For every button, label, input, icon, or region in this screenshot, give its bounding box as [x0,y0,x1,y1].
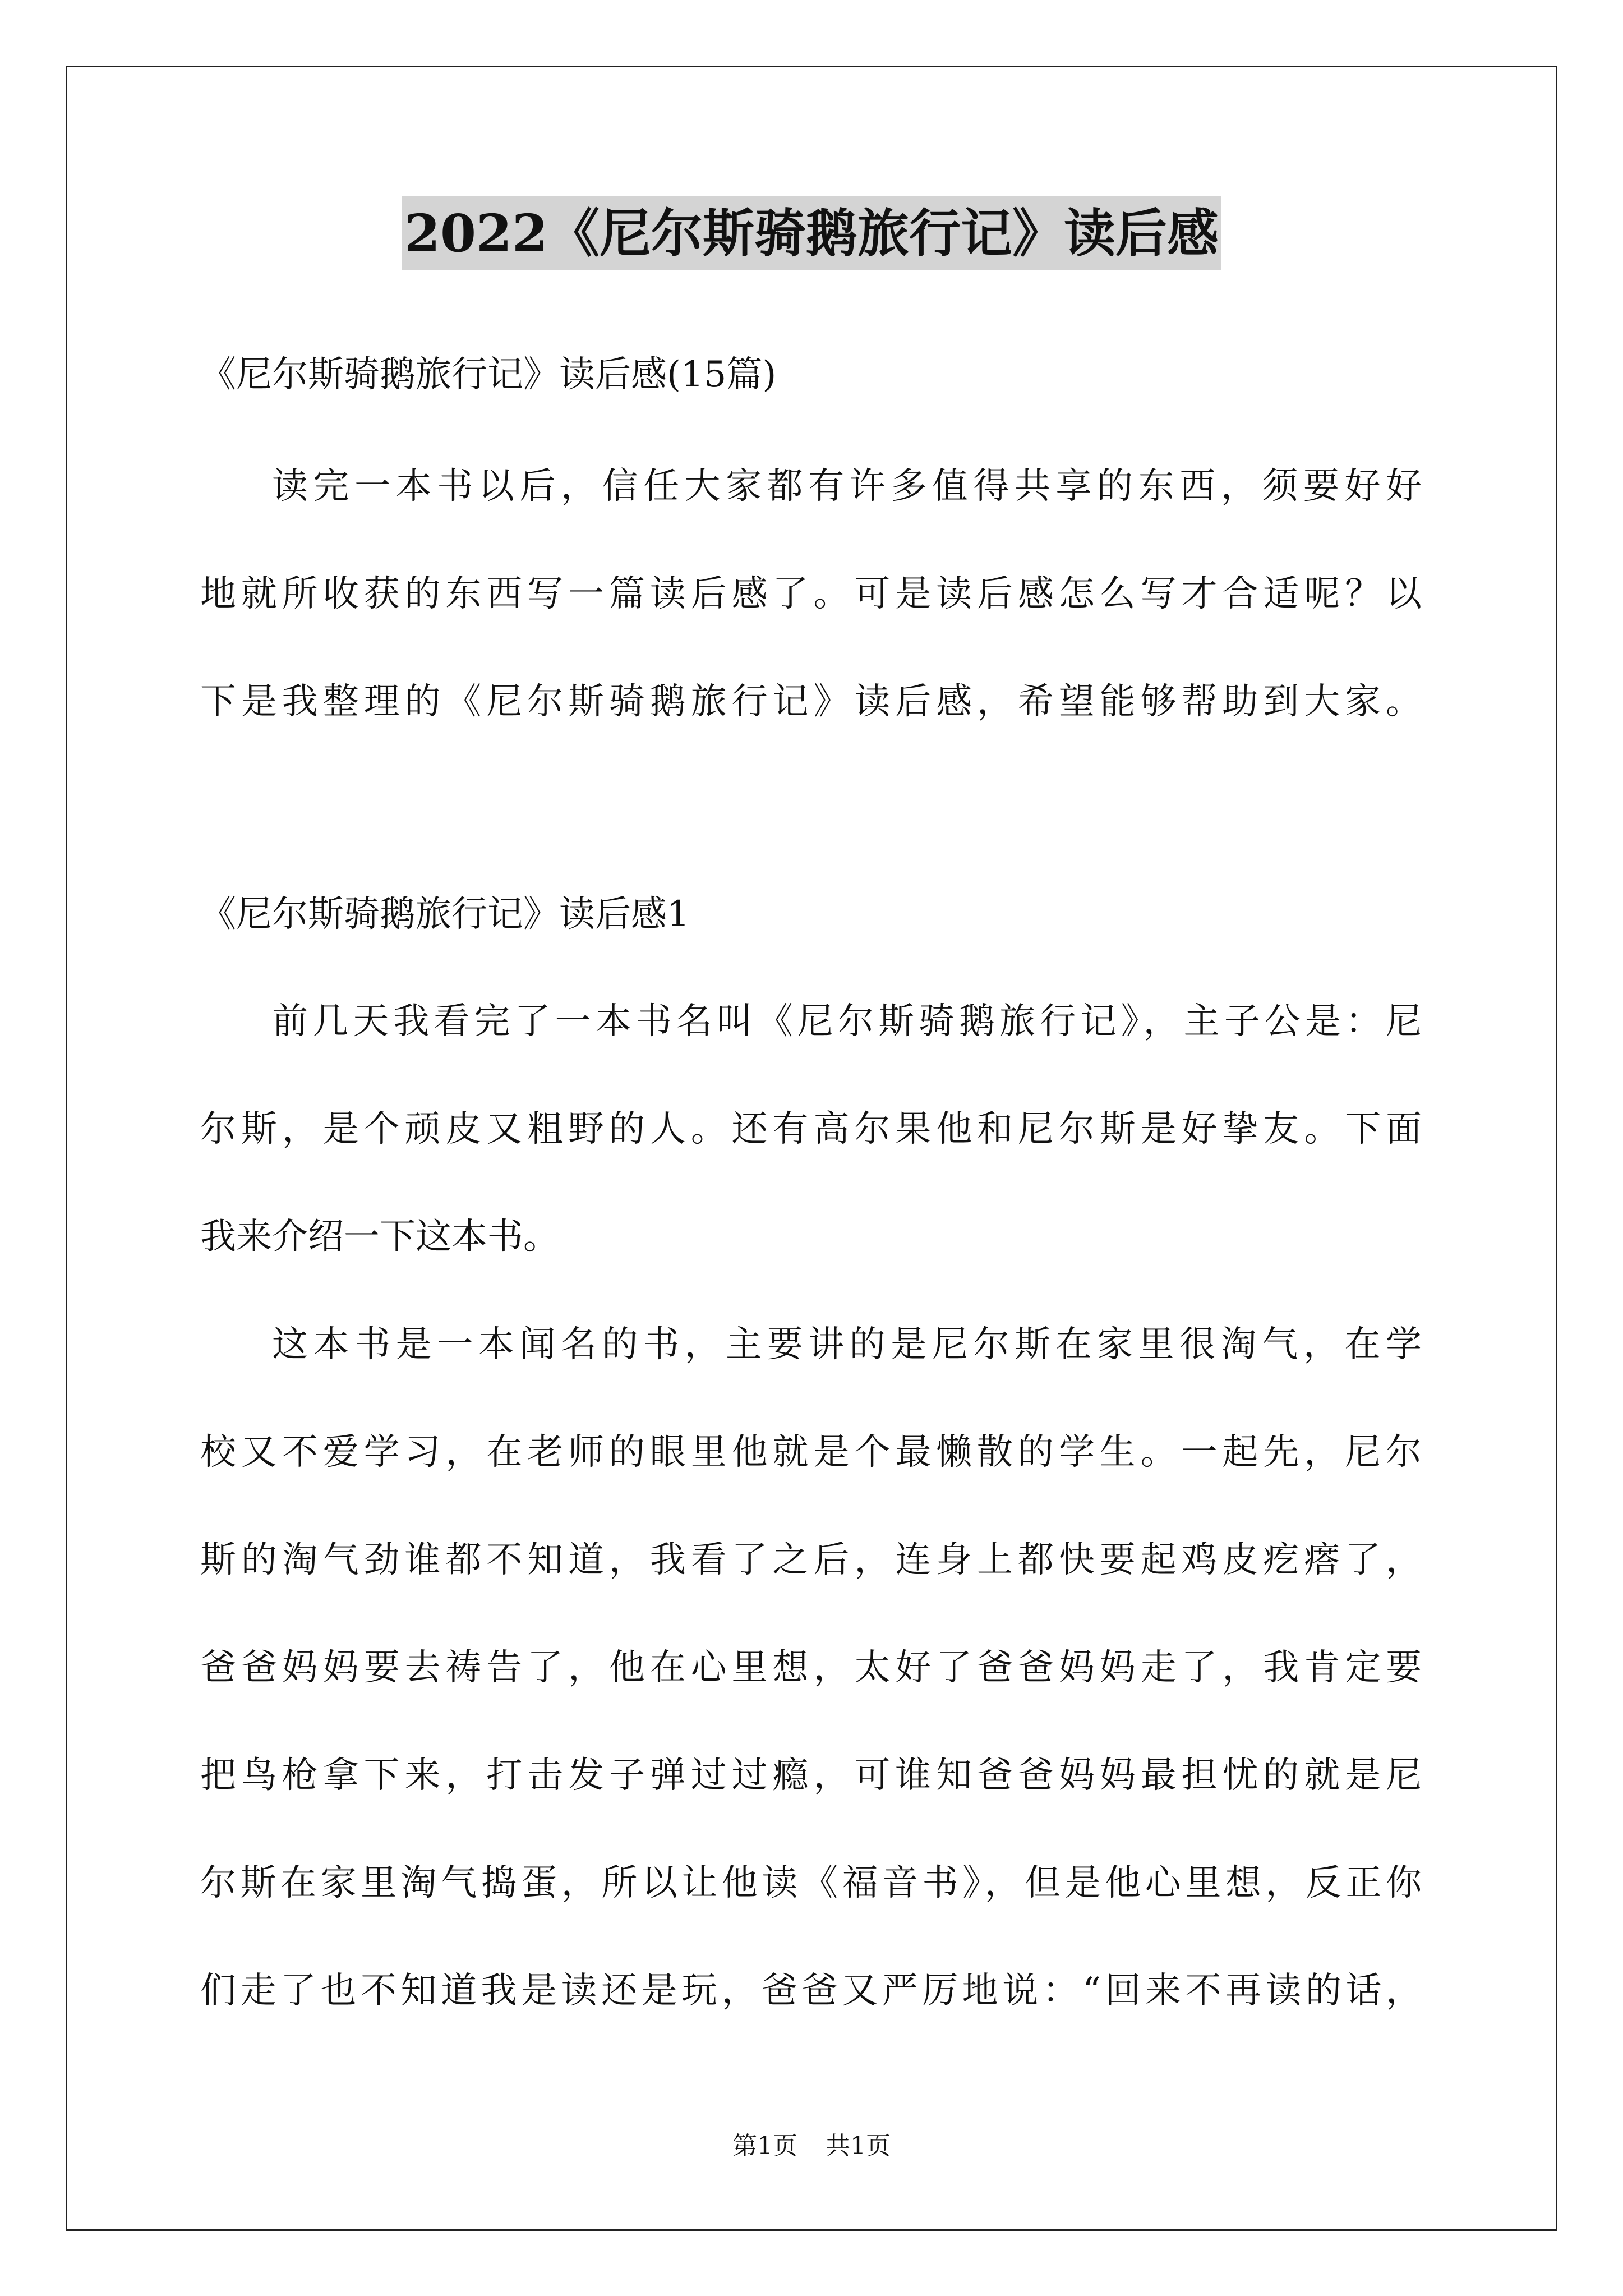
paragraph2-line-5: 把鸟枪拿下来，打击发子弹过过瘾，可谁知爸爸妈妈最担忧的就是尼 [200,1755,1422,1796]
section-heading: 《尼尔斯骑鹅旅行记》读后感1 [200,894,690,935]
paragraph2-line-3: 斯的淘气劲谁都不知道，我看了之后，连身上都快要起鸡皮疙瘩了， [200,1539,1422,1581]
paragraph2-line-1: 这本书是一本闻名的书，主要讲的是尼尔斯在家里很淘气，在学 [272,1324,1422,1365]
paragraph2-line-7: 们走了也不知道我是读还是玩，爸爸又严厉地说：“回来不再读的话， [200,1970,1422,2012]
paragraph1-line-2: 尔斯，是个顽皮又粗野的人。还有高尔果他和尼尔斯是好挚友。下面 [200,1108,1422,1150]
page-number-current: 第1页 [732,2132,797,2160]
page-number-total: 共1页 [826,2132,891,2160]
page-title: 2022《尼尔斯骑鹅旅行记》读后感 [402,196,1221,270]
paragraph2-line-2: 校又不爱学习，在老师的眼里他就是个最懒散的学生。一起先，尼尔 [200,1432,1422,1473]
document-subtitle: 《尼尔斯骑鹅旅行记》读后感(15篇) [200,354,777,395]
paragraph2-line-6: 尔斯在家里淘气捣蛋，所以让他读《福音书》，但是他心里想，反正你 [200,1862,1422,1904]
intro-line-2: 地就所收获的东西写一篇读后感了。可是读后感怎么写才合适呢？以 [200,573,1422,615]
paragraph1-line-1: 前几天我看完了一本书名叫《尼尔斯骑鹅旅行记》，主子公是：尼 [272,1001,1422,1042]
title-block [0,196,1623,270]
page-footer [0,2129,1623,2163]
paragraph1-line-3: 我来介绍一下这本书。 [200,1216,559,1258]
intro-line-3: 下是我整理的《尼尔斯骑鹅旅行记》读后感，希望能够帮助到大家。 [200,681,1422,723]
intro-line-1: 读完一本书以后，信任大家都有许多值得共享的东西，须要好好 [272,466,1422,507]
paragraph2-line-4: 爸爸妈妈要去祷告了，他在心里想，太好了爸爸妈妈走了，我肯定要 [200,1647,1422,1688]
